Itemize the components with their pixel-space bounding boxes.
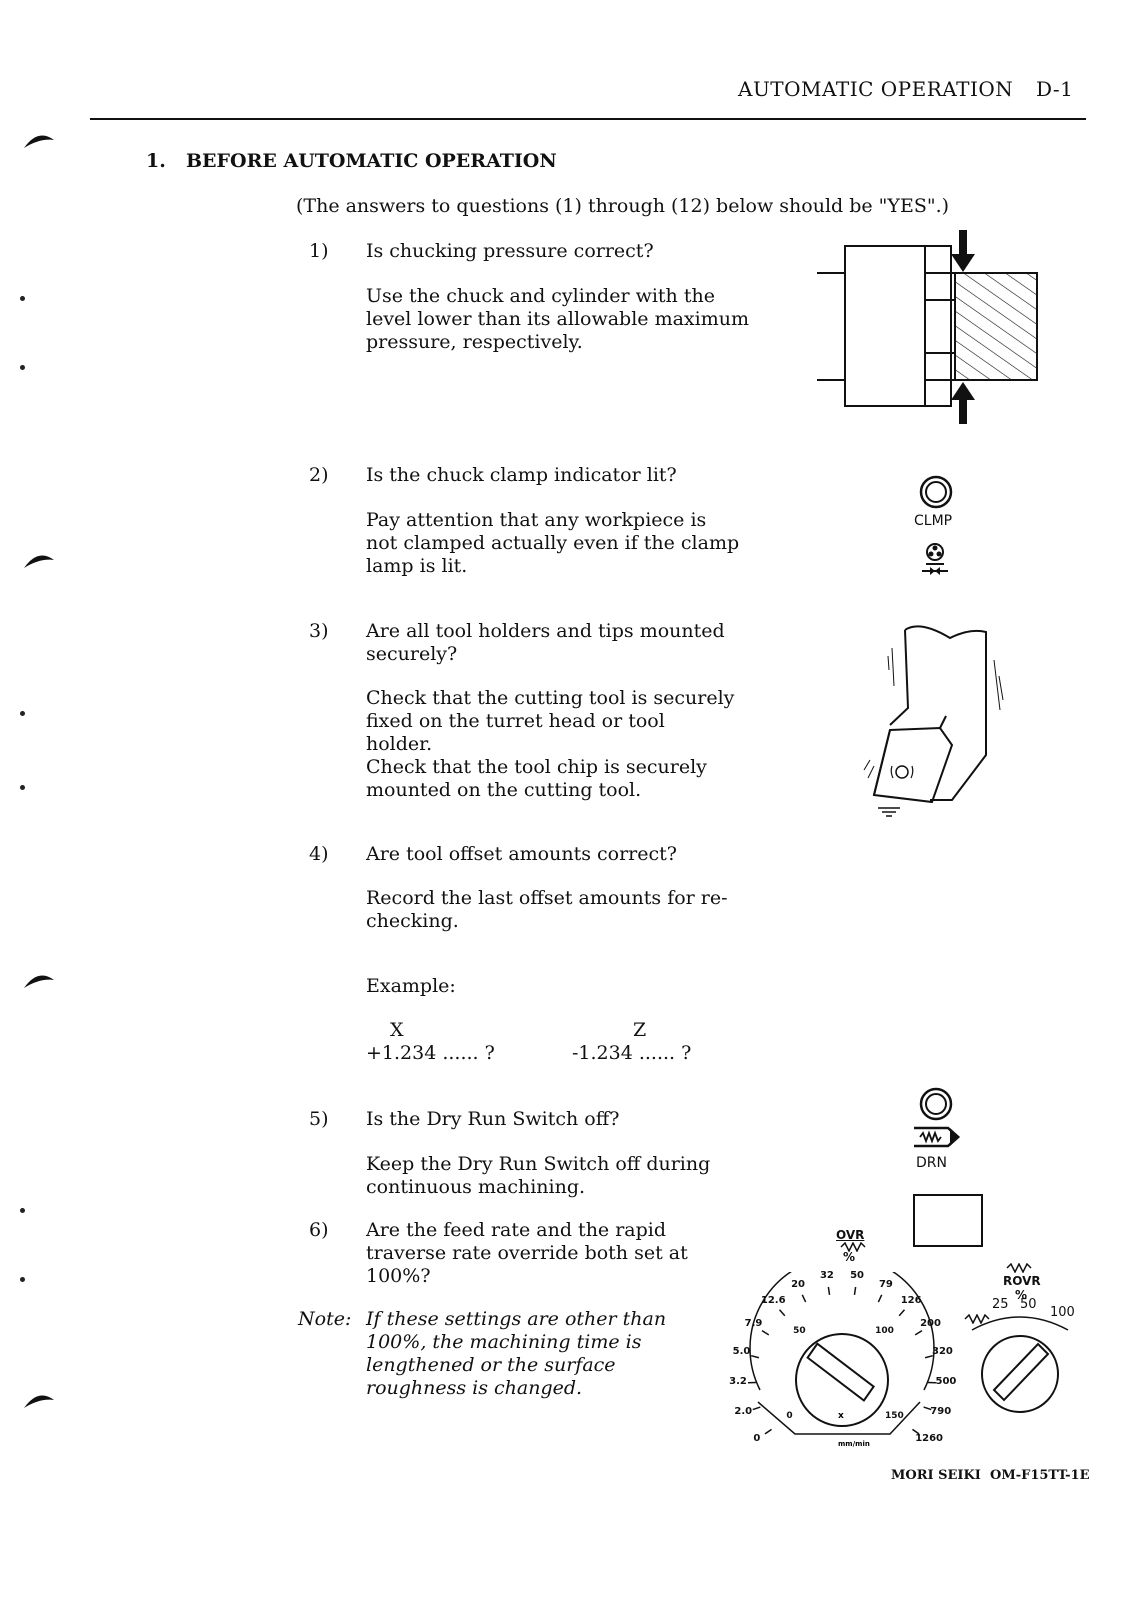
feed-unit-label: mm/min <box>838 1440 870 1448</box>
tool-holder-figure <box>860 620 1020 820</box>
feed-scale-label: 790 <box>930 1405 952 1417</box>
feed-scale-label: 1260 <box>915 1432 944 1444</box>
binder-mark <box>22 546 56 580</box>
feed-scale-label: 20 <box>791 1278 805 1290</box>
feed-scale-tick <box>828 1287 829 1295</box>
item-question: Are the feed rate and the rapid traverse rate override both set at 100%? <box>366 1219 688 1287</box>
drn-label: DRN <box>916 1155 947 1171</box>
clmp-label: CLMP <box>914 513 953 529</box>
feed-scale-tick <box>780 1310 785 1316</box>
rapid-override-dial[interactable] <box>960 1310 1080 1430</box>
margin-dot <box>20 1208 25 1213</box>
item-number: 5) <box>309 1108 329 1130</box>
rovr-label: ROVR <box>1003 1274 1041 1288</box>
clamp-lamp-icon <box>918 474 954 510</box>
item-question: Is chucking pressure correct? <box>366 240 654 262</box>
feed-scale-label: 32 <box>819 1270 834 1282</box>
feed-scale-label: 200 <box>920 1318 941 1330</box>
example-z-value: -1.234 ...... ? <box>572 1042 692 1064</box>
feed-scale-label: 500 <box>935 1376 957 1388</box>
feed-scale-tick <box>802 1295 805 1302</box>
feed-inner-scale-label: 100 <box>875 1326 894 1337</box>
item-number: 2) <box>309 464 329 486</box>
item-answer: Keep the Dry Run Switch off during continuous machining. <box>366 1153 711 1198</box>
svg-text:x: x <box>838 1411 844 1421</box>
feed-scale-tick <box>854 1287 855 1295</box>
feed-scale-label: 320 <box>932 1346 953 1358</box>
margin-dot <box>20 1277 25 1282</box>
running-header-title: AUTOMATIC OPERATION <box>738 77 1014 101</box>
item-question: Is the Dry Run Switch off? <box>366 1108 620 1130</box>
feed-inner-scale-label: 0 <box>786 1410 793 1421</box>
ovr-percent: % <box>843 1250 856 1264</box>
feed-scale-label: 0 <box>753 1432 761 1444</box>
page-number: D-1 <box>1036 77 1074 101</box>
feed-scale-label: 7.9 <box>744 1318 763 1330</box>
feed-scale-tick <box>915 1331 922 1335</box>
rapid-scale-label: 100 <box>1050 1305 1075 1320</box>
feed-scale-label: 5.0 <box>732 1346 751 1358</box>
section-heading: BEFORE AUTOMATIC OPERATION <box>186 150 557 172</box>
item-answer: Record the last offset amounts for re- checking. <box>366 887 728 932</box>
feed-scale-label: 50 <box>850 1270 865 1282</box>
feed-scale-label: 79 <box>878 1278 893 1290</box>
binder-mark <box>22 966 56 1000</box>
item-answer: Check that the cutting tool is securely fixed on the turret head or tool holder. Check that the tool chip is securely mounted on the cutting tool. <box>366 687 735 801</box>
binder-mark <box>22 126 56 160</box>
dry-run-symbol-icon <box>912 1124 962 1150</box>
example-z-label: Z <box>633 1019 647 1041</box>
item-number: 4) <box>309 843 329 865</box>
feed-scale-label: 126 <box>900 1295 922 1307</box>
note-text: If these settings are other than 100%, the machining time is lengthened or the surface roughness is changed. <box>366 1308 667 1399</box>
intro-text: (The answers to questions (1) through (12) below should be "YES".) <box>296 195 950 217</box>
feed-inner-scale-label: 50 <box>793 1326 806 1337</box>
ovr-wave-icon <box>840 1242 866 1252</box>
chuck-pressure-figure <box>815 228 1045 428</box>
dry-run-switch-button[interactable] <box>913 1194 983 1247</box>
item-question: Are all tool holders and tips mounted securely? <box>366 620 725 665</box>
margin-dot <box>20 365 25 370</box>
example-x-value: +1.234 ...... ? <box>366 1042 495 1064</box>
example-x-label: X <box>390 1019 404 1041</box>
feed-scale-tick <box>899 1310 904 1316</box>
chuck-clamp-symbol-icon <box>918 540 952 576</box>
feed-inner-scale-label: 150 <box>885 1410 904 1421</box>
footer-company: MORI SEIKI <box>891 1468 981 1483</box>
rapid-scale-label: 50 <box>1020 1297 1037 1312</box>
note-label: Note: <box>298 1308 352 1330</box>
margin-dot <box>20 785 25 790</box>
feed-scale-label: 2.0 <box>734 1405 753 1417</box>
rapid-scale-label: 25 <box>992 1297 1009 1312</box>
item-number: 3) <box>309 620 329 642</box>
rovr-percent: % <box>1015 1288 1028 1302</box>
footer-doc-code: OM-F15TT-1E <box>990 1468 1090 1483</box>
section-number: 1. <box>146 150 166 172</box>
binder-mark <box>22 1386 56 1420</box>
feed-scale-label: 3.2 <box>729 1376 747 1388</box>
rovr-wave-icon <box>1006 1263 1032 1273</box>
feed-scale-label: 12.6 <box>760 1295 786 1307</box>
example-label: Example: <box>366 975 456 997</box>
ovr-label: OVR <box>836 1228 865 1242</box>
margin-dot <box>20 296 25 301</box>
item-question: Is the chuck clamp indicator lit? <box>366 464 677 486</box>
margin-dot <box>20 711 25 716</box>
item-answer: Pay attention that any workpiece is not clamped actually even if the clamp lamp is lit. <box>366 509 740 577</box>
item-question: Are tool offset amounts correct? <box>366 843 677 865</box>
item-number: 1) <box>309 240 329 262</box>
item-answer: Use the chuck and cylinder with the level lower than its allowable maximum pressure, respectively. <box>366 285 749 353</box>
dry-run-lamp-icon <box>918 1086 954 1122</box>
feed-scale-tick <box>762 1331 769 1335</box>
feed-scale-tick <box>878 1295 881 1302</box>
item-number: 6) <box>309 1219 329 1241</box>
header-rule <box>90 118 1086 120</box>
